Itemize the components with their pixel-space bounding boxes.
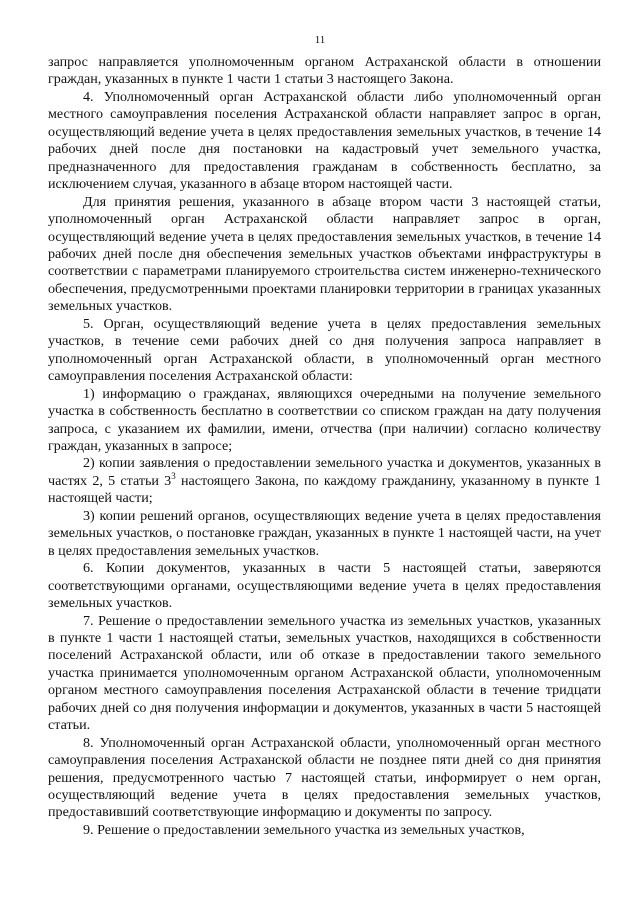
page-number: 11 <box>314 34 326 46</box>
paragraph-item-1: 1) информацию о гражданах, являющихся очередными на получение земельного участка в собственность бесплатно в соответствии со списком граждан на дату получения запроса, с указанием их фамилии, имени, отчества (при наличии) согласно количеству граждан, указанных в запросе; <box>48 385 601 454</box>
paragraph-part-9: 9. Решение о предоставлении земельного участка из земельных участков, <box>83 821 525 838</box>
paragraph-part-6: 6. Копии документов, указанных в части 5 настоящей статьи, заверяются соответствующими органами, осуществляющими ведение учета в целях предоставления земельных участков. <box>48 560 601 612</box>
paragraph-part-4-decision: Для принятия решения, указанного в абзаце втором части 3 настоящей статьи, уполномоченный орган Астраханской области направляет запрос в орган, осуществляющий ведение учета в целях предоставления земельных участков, в течение 14 рабочих дней после дня обеспечения земельных участков объектами инфраструктуры в соответствии с параметрами планируемого строительства систем инженерно-технического обеспечения, предусмотренными проектами планировки территории в границах указанных земельных участков. <box>48 193 601 315</box>
paragraph-continuation: запрос направляется уполномоченным органом Астраханской области в отношении граждан, указанных в пункте 1 части 1 статьи 3 настоящего Закона. <box>48 54 601 88</box>
document-body <box>48 54 601 839</box>
paragraph-part-5: 5. Орган, осуществляющий ведение учета в целях предоставления земельных участков, в течение семи рабочих дней со дня получения запроса направляет в уполномоченный орган Астраханской области, в уполномоченный орган местного самоуправления поселения Астраханской области: <box>48 315 601 385</box>
item-2-text-before: 2) копии заявления о предоставлении земельного участка и документов, указанных в частях 2, 5 статьи 3 <box>48 455 601 489</box>
paragraph-part-7: 7. Решение о предоставлении земельного участка из земельных участков, указанных в пункте 1 части 1 настоящей статьи, земельных участков, находящихся в собственности поселений Астраханской области, или об отказе в предоставлении такого земельного участка принимается уполномоченным органом Астраханской области, уполномоченным органом местного самоуправления поселения Астраханской области в течение тридцати рабочих дней со дня получения информации и документов, указанных в части 5 настоящей статьи. <box>48 612 601 734</box>
item-2-text-after: настоящего Закона, по каждому гражданину, указанному в пункте 1 настоящей части; <box>48 472 602 507</box>
paragraph-part-4: 4. Уполномоченный орган Астраханской области либо уполномоченный орган местного самоуправления поселения Астраханской области направляет запрос в орган, осуществляющий ведение учета в целях предоставления земельных участков, в течение 14 рабочих дней после дня постановки на кадастровый учет земельного участка, предназначенного для предоставления гражданам в собственность бесплатно, за исключением случая, указанного в абзаце втором настоящей части. <box>48 88 601 193</box>
paragraph-part-8: 8. Уполномоченный орган Астраханской области, уполномоченный орган местного самоуправления поселения Астраханской области не позднее пяти дней со дня принятия решения, предусмотренного частью 7 настоящей статьи, информирует о нем орган, осуществляющий ведение учета в целях предоставления земельных участков, предоставивший соответствующие информацию и документы по запросу. <box>48 734 601 821</box>
item-2-superscript: 3 <box>171 470 176 481</box>
paragraph-item-3: 3) копии решений органов, осуществляющих ведение учета в целях предоставления земельных участков, о постановке граждан, указанных в пункте 1 настоящей части, на учет в целях предоставления земельных участков. <box>48 507 601 559</box>
paragraph-item-2 <box>48 455 601 507</box>
